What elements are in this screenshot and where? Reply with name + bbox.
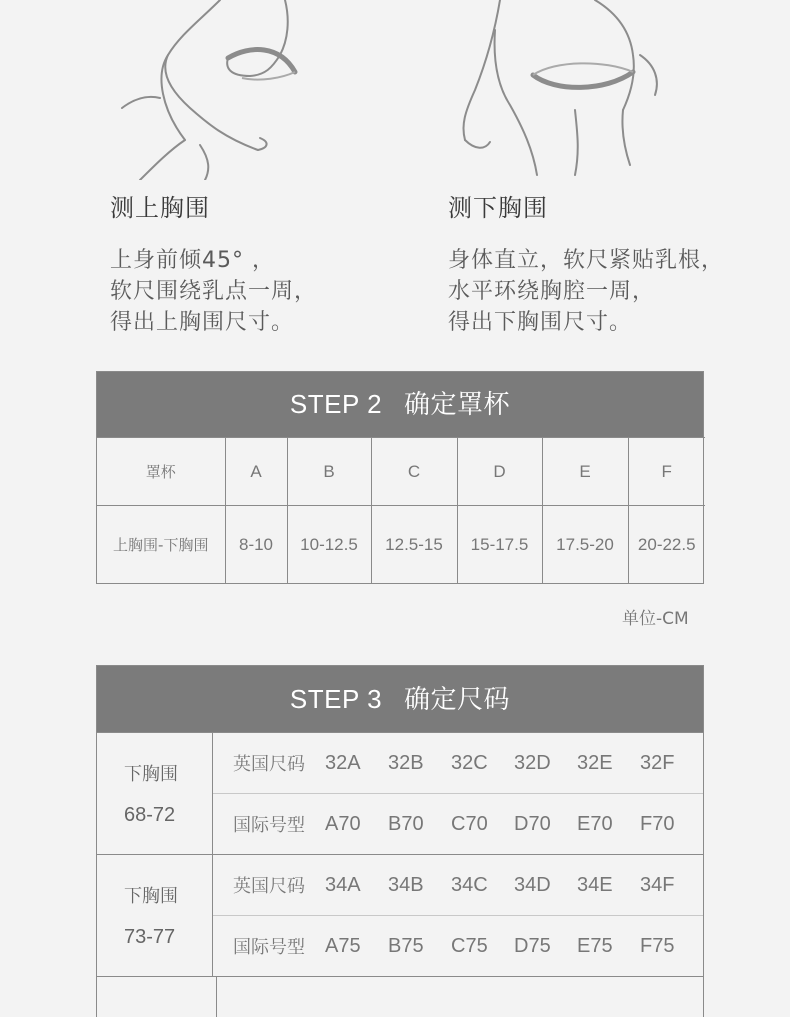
size-table bbox=[96, 665, 704, 1017]
measure-line: 身体直立，软尺紧贴乳根， bbox=[448, 248, 725, 273]
underbust-value: 68-72 bbox=[124, 804, 176, 826]
measure-title: 测上胸围 bbox=[110, 194, 210, 222]
size-system-label: 国际号型 bbox=[233, 815, 305, 836]
size-cell: 34B bbox=[388, 873, 424, 896]
size-cell: B70 bbox=[388, 812, 424, 835]
measure-upper-bust bbox=[110, 188, 317, 338]
figure-upper-bust bbox=[110, 0, 310, 180]
figure-leaning-45-icon bbox=[110, 0, 310, 180]
measure-line: 上身前倾45° ， bbox=[110, 248, 275, 273]
diff-cell: 10-12.5 bbox=[287, 506, 371, 584]
diff-cell: 12.5-15 bbox=[371, 506, 457, 584]
table-row bbox=[97, 438, 705, 506]
step-title: 确定尺码 bbox=[404, 684, 511, 714]
size-group-partial bbox=[97, 976, 703, 1017]
size-cell: A75 bbox=[325, 934, 361, 957]
cup-cell: E bbox=[542, 438, 628, 506]
size-cell: 32B bbox=[388, 751, 424, 774]
cup-size-table bbox=[96, 371, 704, 584]
size-cell: 34C bbox=[451, 873, 488, 896]
cup-cell: A bbox=[225, 438, 287, 506]
size-cell: E70 bbox=[577, 812, 613, 835]
measure-title: 测下胸围 bbox=[448, 194, 548, 222]
cup-cell: F bbox=[628, 438, 705, 506]
size-cell: E75 bbox=[577, 934, 613, 957]
size-cell: C75 bbox=[451, 934, 488, 957]
step-title: 确定罩杯 bbox=[404, 389, 511, 419]
diff-cell: 8-10 bbox=[225, 506, 287, 584]
cup-cell: D bbox=[457, 438, 542, 506]
size-cell: 32C bbox=[451, 751, 488, 774]
size-cell: F75 bbox=[640, 934, 675, 957]
step3-header bbox=[97, 666, 703, 732]
size-row bbox=[213, 855, 703, 915]
size-group bbox=[97, 854, 703, 976]
size-row bbox=[213, 793, 703, 854]
cup-cell: C bbox=[371, 438, 457, 506]
size-cell: F70 bbox=[640, 812, 675, 835]
figure-upright-icon bbox=[455, 0, 675, 180]
size-cell: 34A bbox=[325, 873, 361, 896]
size-system-label: 英国尺码 bbox=[233, 754, 305, 775]
size-system-label: 英国尺码 bbox=[233, 876, 305, 897]
size-cell: 34D bbox=[514, 873, 551, 896]
size-system-label: 国际号型 bbox=[233, 937, 305, 958]
size-cell: 34E bbox=[577, 873, 613, 896]
measure-line: 软尺围绕乳点一周， bbox=[110, 279, 318, 304]
cup-table bbox=[97, 437, 705, 583]
unit-note: 单位-CM bbox=[622, 609, 689, 629]
size-cell: C70 bbox=[451, 812, 488, 835]
measure-line: 得出上胸围尺寸。 bbox=[110, 310, 295, 335]
measure-lower-bust bbox=[448, 188, 724, 338]
diff-cell: 17.5-20 bbox=[542, 506, 628, 584]
measure-line: 得出下胸围尺寸。 bbox=[448, 310, 633, 335]
size-group bbox=[97, 732, 703, 854]
underbust-value: 73-77 bbox=[124, 926, 176, 948]
size-row bbox=[213, 915, 703, 976]
size-cell: 32D bbox=[514, 751, 551, 774]
size-row bbox=[213, 733, 703, 793]
size-cell: 32A bbox=[325, 751, 361, 774]
size-cell: 32F bbox=[640, 751, 675, 774]
step-number: STEP 2 bbox=[289, 389, 383, 419]
cup-cell: B bbox=[287, 438, 371, 506]
size-cell: D70 bbox=[514, 812, 551, 835]
size-cell: A70 bbox=[325, 812, 361, 835]
diff-cell: 15-17.5 bbox=[457, 506, 542, 584]
diff-cell: 20-22.5 bbox=[628, 506, 705, 584]
size-cell: B75 bbox=[388, 934, 424, 957]
step-number: STEP 3 bbox=[289, 684, 383, 714]
underbust-label: 下胸围 bbox=[124, 886, 178, 907]
size-cell: 32E bbox=[577, 751, 613, 774]
underbust-range bbox=[97, 855, 213, 976]
underbust-range bbox=[97, 733, 213, 854]
underbust-label: 下胸围 bbox=[124, 764, 178, 785]
table-row bbox=[97, 506, 705, 584]
header-label: 罩杯 bbox=[97, 438, 225, 506]
size-cell: 34F bbox=[640, 873, 675, 896]
figure-lower-bust bbox=[455, 0, 675, 180]
row-label: 上胸围-下胸围 bbox=[97, 506, 225, 584]
size-cell: D75 bbox=[514, 934, 551, 957]
measure-line: 水平环绕胸腔一周， bbox=[448, 279, 656, 304]
step2-header bbox=[97, 372, 703, 437]
